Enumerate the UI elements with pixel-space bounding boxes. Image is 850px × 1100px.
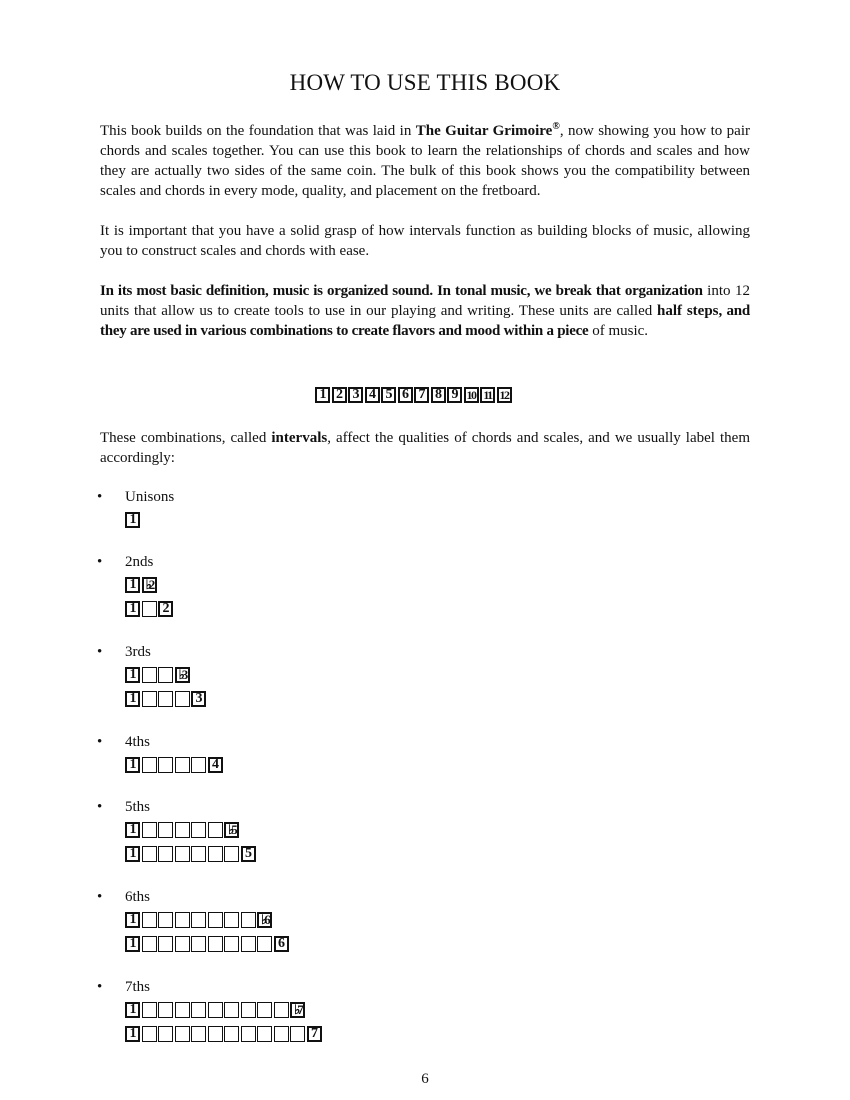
empty-box (208, 846, 223, 862)
empty-box (158, 846, 173, 862)
empty-box (158, 822, 173, 838)
intro-text-end: , now showing you how to pair chords and scales together. You can use this book to learn the relationships of chords and scales and how they are actually two sides of the same coin. The bulk of this book shows you the compatibility between scales and chords in every mode, quality, and placement on the fretboard. (100, 123, 751, 199)
empty-box (257, 1026, 272, 1042)
interval-diagram (125, 601, 175, 617)
bullet: • (97, 799, 103, 815)
empty-box (175, 936, 190, 952)
empty-box (224, 1002, 239, 1018)
empty-box (142, 846, 157, 862)
interval-box: 1 (125, 757, 140, 773)
interval-diagram (125, 1026, 323, 1042)
interval-box: 1 (125, 912, 140, 928)
interval-box: 1 (125, 1002, 140, 1018)
empty-box (175, 1026, 190, 1042)
empty-box (158, 912, 173, 928)
empty-box (142, 757, 157, 773)
interval-box: 1 (125, 822, 140, 838)
empty-box (208, 936, 223, 952)
empty-box (191, 846, 206, 862)
empty-box (257, 1002, 272, 1018)
half-step-box: 1 (315, 387, 330, 403)
half-step-box: 8 (431, 387, 446, 403)
half-steps-diagram (315, 387, 513, 403)
empty-box (191, 1026, 206, 1042)
bullet: • (97, 644, 103, 660)
interval-box: ♭6 (257, 912, 272, 928)
empty-box (224, 936, 239, 952)
interval-diagram (125, 846, 257, 862)
interval-box: ♭5 (224, 822, 239, 838)
interval-box: 3 (191, 691, 206, 707)
empty-box (158, 691, 173, 707)
page-number: 6 (421, 1071, 429, 1087)
interval-box: ♭2 (142, 577, 157, 593)
empty-box (158, 667, 173, 683)
half-step-box: 12 (497, 387, 512, 403)
interval-box: 6 (274, 936, 289, 952)
half-step-box: 9 (447, 387, 462, 403)
empty-box (274, 1026, 289, 1042)
interval-box: 1 (125, 601, 140, 617)
empty-box (142, 912, 157, 928)
interval-label: 4ths (125, 734, 151, 750)
definition-text: into 12 units that allow us to create tools to use in our playing and writing. These units are called (100, 283, 750, 319)
registered-mark: ® (552, 121, 560, 132)
intervals-paragraph (100, 428, 750, 468)
interval-box: 1 (125, 936, 140, 952)
empty-box (257, 936, 272, 952)
intervals-text-end: , affect the qualities of chords and scales, and we usually label them accordingly: (100, 430, 750, 466)
empty-box (175, 912, 190, 928)
empty-box (290, 1026, 305, 1042)
intro-paragraph (100, 121, 750, 201)
empty-box (175, 691, 190, 707)
interval-box: 5 (241, 846, 256, 862)
intervals-term: intervals (271, 430, 328, 446)
empty-box (224, 912, 239, 928)
empty-box (142, 601, 157, 617)
intro-text-start: This book builds on the foundation that was laid in (100, 123, 416, 139)
empty-box (142, 1026, 157, 1042)
bullet: • (97, 979, 103, 995)
empty-box (191, 912, 206, 928)
interval-box: 1 (125, 667, 140, 683)
interval-box: 7 (307, 1026, 322, 1042)
interval-label: 6ths (125, 889, 151, 905)
bullet: • (97, 889, 103, 905)
bullet: • (97, 489, 103, 505)
half-step-box: 2 (332, 387, 347, 403)
empty-box (224, 1026, 239, 1042)
interval-box: 1 (125, 1026, 140, 1042)
empty-box (142, 1002, 157, 1018)
interval-box: ♭3 (175, 667, 190, 683)
interval-diagram (125, 512, 142, 528)
empty-box (241, 1026, 256, 1042)
intervals-grasp-paragraph: It is important that you have a solid grasp of how intervals function as building blocks of music, allowing you to construct scales and chords with ease. (100, 223, 750, 259)
bullet: • (97, 734, 103, 750)
empty-box (241, 1002, 256, 1018)
interval-box: 1 (125, 512, 140, 528)
bullet: • (97, 554, 103, 570)
empty-box (208, 912, 223, 928)
definition-bold-text-2: , and they are used in various combinations to create flavors and mood within a piece (100, 303, 750, 339)
interval-diagram (125, 1002, 307, 1018)
empty-box (142, 667, 157, 683)
interval-diagram (125, 822, 241, 838)
interval-diagram (125, 936, 290, 952)
empty-box (274, 1002, 289, 1018)
empty-box (208, 1026, 223, 1042)
empty-box (158, 757, 173, 773)
interval-diagram (125, 912, 274, 928)
interval-box: ♭7 (290, 1002, 305, 1018)
empty-box (175, 846, 190, 862)
empty-box (191, 822, 206, 838)
empty-box (175, 822, 190, 838)
empty-box (142, 936, 157, 952)
interval-diagram (125, 667, 191, 683)
page-title: HOW TO USE THIS BOOK (289, 70, 561, 95)
interval-label: 7ths (125, 979, 151, 995)
empty-box (191, 1002, 206, 1018)
half-steps-term: half steps (657, 303, 719, 319)
empty-box (142, 822, 157, 838)
book-title-reference: The Guitar Grimoire (415, 123, 553, 139)
definition-text-end: of music. (588, 323, 649, 339)
empty-box (175, 757, 190, 773)
interval-diagram (125, 757, 224, 773)
empty-box (142, 691, 157, 707)
interval-box: 4 (208, 757, 223, 773)
interval-label: 5ths (125, 799, 151, 815)
definition-paragraph (100, 281, 750, 341)
definition-bold-text: In its most basic definition, music is organized sound. In tonal music, we break that organization (100, 283, 703, 299)
interval-label: Unisons (125, 489, 175, 505)
empty-box (158, 1002, 173, 1018)
empty-box (158, 936, 173, 952)
empty-box (191, 936, 206, 952)
half-step-box: 4 (365, 387, 380, 403)
intervals-text-start: These combinations, called (100, 430, 272, 446)
empty-box (241, 912, 256, 928)
empty-box (241, 936, 256, 952)
interval-box: 1 (125, 846, 140, 862)
interval-diagram (125, 577, 158, 593)
empty-box (158, 1026, 173, 1042)
interval-label: 3rds (125, 644, 151, 660)
interval-diagram (125, 691, 208, 707)
interval-box: 2 (158, 601, 173, 617)
half-step-box: 5 (381, 387, 396, 403)
empty-box (224, 846, 239, 862)
half-step-box: 6 (398, 387, 413, 403)
empty-box (191, 757, 206, 773)
half-step-box: 3 (348, 387, 363, 403)
half-step-box: 10 (464, 387, 479, 403)
half-step-box: 7 (414, 387, 429, 403)
interval-box: 1 (125, 691, 140, 707)
interval-box: 1 (125, 577, 140, 593)
empty-box (208, 1002, 223, 1018)
half-step-box: 11 (480, 387, 495, 403)
empty-box (208, 822, 223, 838)
empty-box (175, 1002, 190, 1018)
interval-label: 2nds (125, 554, 154, 570)
